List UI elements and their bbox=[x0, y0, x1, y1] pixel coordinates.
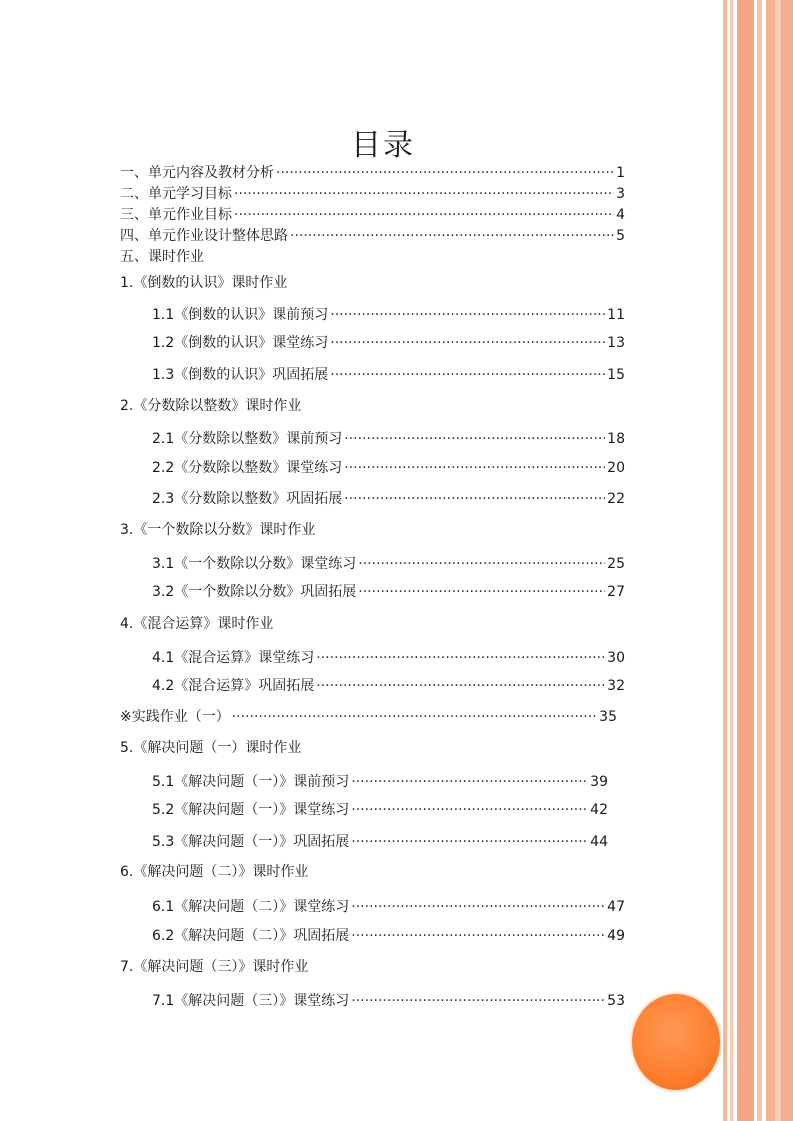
toc-entry[interactable] bbox=[152, 832, 608, 852]
toc-entry[interactable] bbox=[152, 772, 608, 792]
toc-entry-label: 一、单元内容及教材分析 bbox=[120, 165, 274, 181]
decor-stripe bbox=[730, 0, 733, 1121]
toc-entry-label: 1.2《倒数的认识》课堂练习 bbox=[152, 335, 329, 351]
toc-entry[interactable] bbox=[152, 365, 625, 385]
toc-entry[interactable] bbox=[120, 226, 625, 246]
toc-entry-label: 2.1《分数除以整数》课前预习 bbox=[152, 431, 343, 447]
toc-leader bbox=[316, 648, 605, 668]
toc-leader bbox=[351, 800, 588, 820]
toc-entry-label: 5.2《解决问题（一）》课堂练习 bbox=[152, 802, 350, 818]
toc-heading[interactable] bbox=[120, 614, 273, 634]
toc-entry-label: 4.1《混合运算》课堂练习 bbox=[152, 650, 315, 666]
toc-entry-label: 1.3《倒数的认识》巩固拓展 bbox=[152, 367, 329, 383]
toc-leader bbox=[344, 458, 605, 478]
toc-leader bbox=[351, 897, 605, 917]
toc-entry-label: 5.1《解决问题（一）》课前预习 bbox=[152, 774, 350, 790]
toc-entry[interactable] bbox=[120, 184, 625, 204]
toc-entry-label: 6.1《解决问题（二）》课堂练习 bbox=[152, 899, 350, 915]
toc-leader bbox=[351, 772, 588, 792]
page-title: 目录 bbox=[351, 128, 415, 163]
toc-entry-page: 47 bbox=[607, 899, 625, 915]
toc-entry-label: ※实践作业（一） bbox=[120, 709, 230, 725]
toc-entry-label: 三、单元作业目标 bbox=[120, 207, 232, 223]
decor-stripe bbox=[757, 0, 762, 1121]
toc-entry-page: 3 bbox=[616, 186, 625, 202]
toc-entry-page: 35 bbox=[599, 709, 617, 725]
decor-stripe bbox=[737, 0, 754, 1121]
toc-leader bbox=[351, 926, 605, 946]
toc-entry[interactable] bbox=[152, 489, 625, 509]
toc-leader bbox=[344, 489, 605, 509]
toc-leader bbox=[351, 832, 588, 852]
toc-entry-page: 42 bbox=[590, 802, 608, 818]
decor-stripe bbox=[775, 0, 781, 1121]
toc-leader bbox=[316, 676, 605, 696]
toc-entry-page: 5 bbox=[616, 228, 625, 244]
toc-entry-label: 4.2《混合运算》巩固拓展 bbox=[152, 678, 315, 694]
toc-heading-label: 4.《混合运算》课时作业 bbox=[120, 616, 274, 632]
toc-entry-label: 7.1《解决问题（三）》课堂练习 bbox=[152, 993, 350, 1009]
toc-heading[interactable] bbox=[120, 247, 204, 267]
toc-entry[interactable] bbox=[152, 333, 625, 353]
toc-leader bbox=[290, 226, 614, 246]
toc-entry-page: 30 bbox=[607, 650, 625, 666]
toc-entry-label: 3.1《一个数除以分数》课堂练习 bbox=[152, 556, 357, 572]
toc-heading-label: 2.《分数除以整数》课时作业 bbox=[120, 398, 302, 414]
decor-stripe bbox=[723, 0, 727, 1121]
toc-leader bbox=[358, 554, 605, 574]
toc-leader bbox=[276, 163, 614, 183]
toc-entry[interactable] bbox=[152, 429, 625, 449]
toc-entry[interactable] bbox=[120, 163, 625, 183]
toc-entry-page: 27 bbox=[607, 584, 625, 600]
toc-entry[interactable] bbox=[152, 458, 625, 478]
toc-entry-label: 四、单元作业设计整体思路 bbox=[120, 228, 288, 244]
toc-entry[interactable] bbox=[152, 926, 625, 946]
toc-entry[interactable] bbox=[152, 582, 625, 602]
toc-leader bbox=[344, 429, 605, 449]
toc-entry-page: 22 bbox=[607, 491, 625, 507]
toc-leader bbox=[234, 184, 614, 204]
toc-leader bbox=[351, 991, 605, 1011]
toc-entry-page: 25 bbox=[607, 556, 625, 572]
toc-entry-label: 1.1《倒数的认识》课前预习 bbox=[152, 307, 329, 323]
toc-entry-page: 39 bbox=[590, 774, 608, 790]
toc-heading-label: 五、课时作业 bbox=[120, 249, 204, 265]
toc-entry-page: 53 bbox=[607, 993, 625, 1009]
toc-entry-page: 44 bbox=[590, 834, 608, 850]
toc-entry[interactable] bbox=[152, 800, 608, 820]
toc-entry[interactable] bbox=[152, 676, 625, 696]
toc-entry-page: 11 bbox=[607, 307, 625, 323]
toc-heading[interactable] bbox=[120, 273, 287, 293]
toc-entry-label: 2.3《分数除以整数》巩固拓展 bbox=[152, 491, 343, 507]
toc-heading-label: 1.《倒数的认识》课时作业 bbox=[120, 275, 288, 291]
toc-leader bbox=[234, 205, 614, 225]
toc-heading[interactable] bbox=[120, 396, 301, 416]
toc-entry-label: 3.2《一个数除以分数》巩固拓展 bbox=[152, 584, 357, 600]
toc-entry-label: 6.2《解决问题（二）》巩固拓展 bbox=[152, 928, 350, 944]
toc-entry-page: 15 bbox=[607, 367, 625, 383]
toc-heading-label: 5.《解决问题（一）课时作业 bbox=[120, 740, 302, 756]
toc-entry-page: 18 bbox=[607, 431, 625, 447]
toc-entry-page: 13 bbox=[607, 335, 625, 351]
toc-heading-label: 3.《一个数除以分数》课时作业 bbox=[120, 522, 316, 538]
toc-leader bbox=[330, 333, 605, 353]
toc-entry-page: 1 bbox=[616, 165, 625, 181]
toc-heading[interactable] bbox=[120, 738, 301, 758]
toc-entry[interactable] bbox=[152, 305, 625, 325]
toc-entry[interactable] bbox=[152, 554, 625, 574]
toc-entry-page: 32 bbox=[607, 678, 625, 694]
toc-leader bbox=[330, 365, 605, 385]
decor-circle bbox=[632, 994, 720, 1090]
toc-entry[interactable] bbox=[120, 707, 617, 727]
toc-entry-label: 二、单元学习目标 bbox=[120, 186, 232, 202]
toc-heading[interactable] bbox=[120, 862, 308, 882]
toc-entry[interactable] bbox=[120, 205, 625, 225]
toc-entry-page: 49 bbox=[607, 928, 625, 944]
toc-heading[interactable] bbox=[120, 957, 308, 977]
toc-entry-page: 4 bbox=[616, 207, 625, 223]
toc-leader bbox=[330, 305, 605, 325]
toc-heading-label: 6.《解决问题（二）》课时作业 bbox=[120, 864, 309, 880]
toc-entry-page: 20 bbox=[607, 460, 625, 476]
toc-leader bbox=[232, 707, 597, 727]
toc-entry[interactable] bbox=[152, 648, 625, 668]
toc-heading-label: 7.《解决问题（三）》课时作业 bbox=[120, 959, 309, 975]
toc-entry-label: 5.3《解决问题（一）》巩固拓展 bbox=[152, 834, 350, 850]
toc-entry[interactable] bbox=[152, 897, 625, 917]
toc-leader bbox=[358, 582, 605, 602]
toc-entry-label: 2.2《分数除以整数》课堂练习 bbox=[152, 460, 343, 476]
toc-heading[interactable] bbox=[120, 520, 315, 540]
toc-entry[interactable] bbox=[152, 991, 625, 1011]
